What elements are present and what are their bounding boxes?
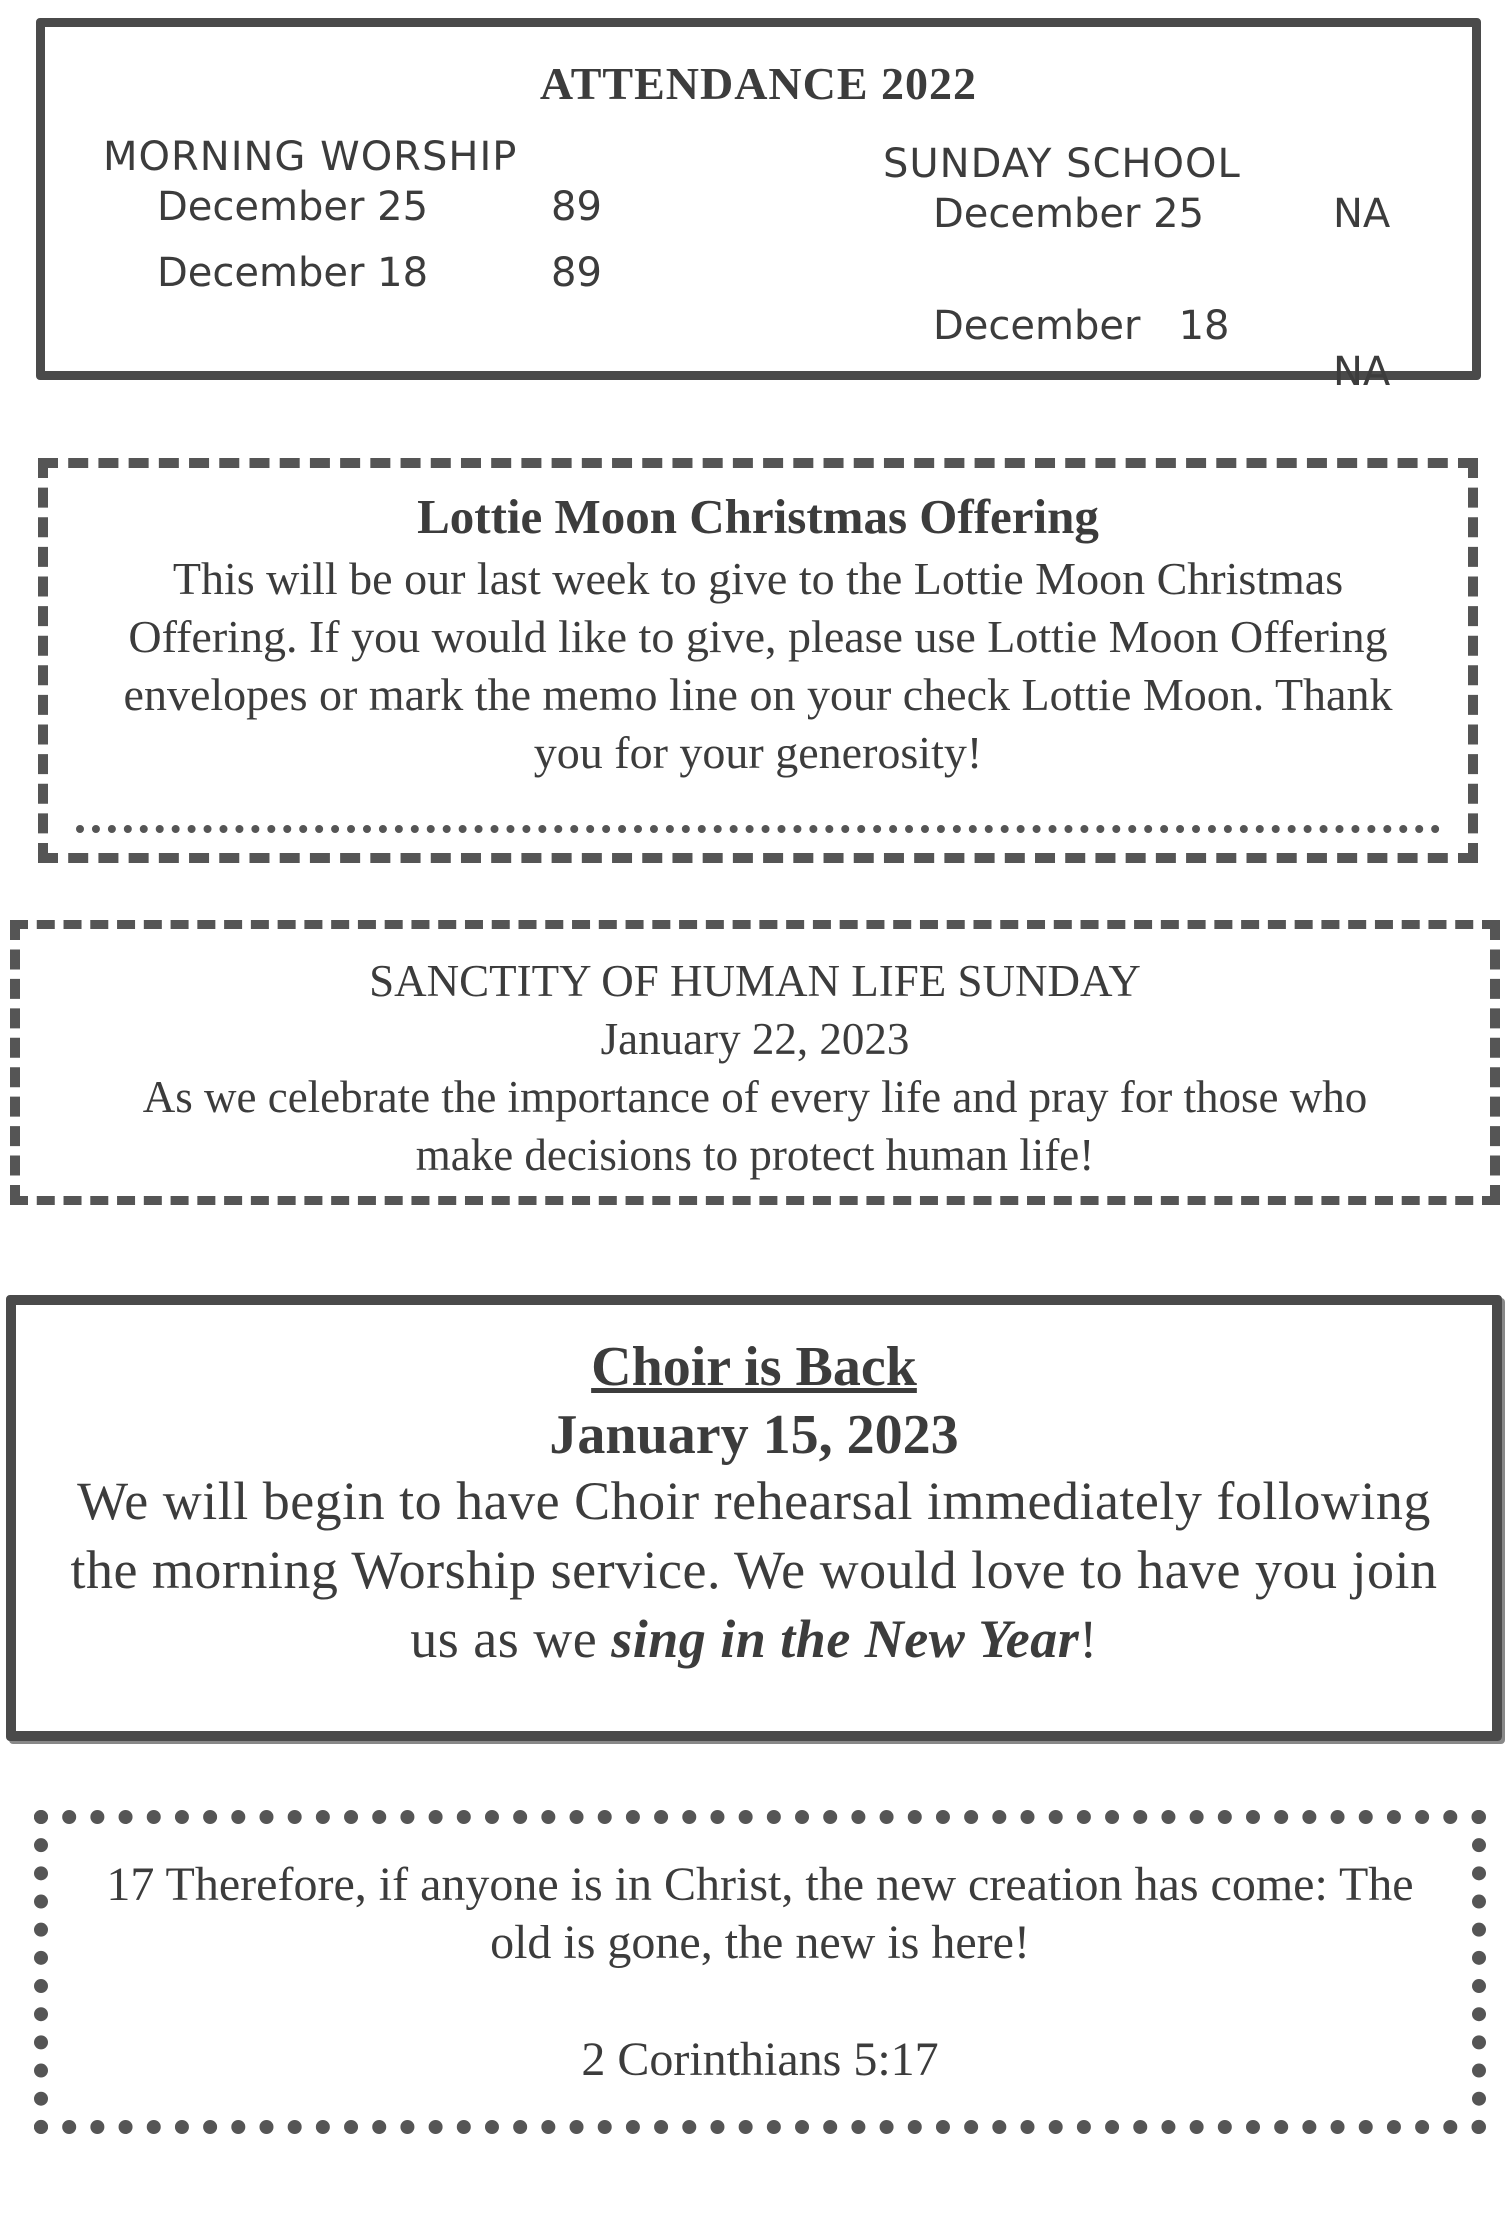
sanctity-title: SANCTITY OF HUMAN LIFE SUNDAY — [369, 956, 1141, 1006]
attendance-box — [36, 18, 1481, 395]
sunday-school-row — [933, 257, 1413, 441]
choir-body-text: We will begin to have Choir rehearsal immediately following the morning Worship service. We would love to have you join us as we — [70, 1471, 1438, 1669]
row-date: December 25 — [157, 184, 429, 230]
row-value: 89 — [551, 250, 602, 296]
choir-body — [56, 1467, 1452, 1674]
sanctity-body-line: As we celebrate the importance of every life and pray for those who — [142, 1072, 1368, 1122]
verse-text: 17 Therefore, if anyone is in Christ, the new creation has come: The old is gone, the new is here! — [106, 1858, 1414, 1969]
row-date: December 18 — [157, 250, 429, 296]
sanctity-body-line: make decisions to protect human life! — [415, 1130, 1095, 1180]
choir-date: January 15, 2023 — [549, 1404, 959, 1466]
morning-worship-section — [103, 134, 703, 296]
verse-box — [34, 1810, 1486, 2134]
sunday-school-heading: SUNDAY SCHOOL — [883, 141, 1241, 187]
row-date: December 25 — [933, 191, 1205, 237]
row-value: 89 — [551, 184, 602, 230]
sanctity-date: January 22, 2023 — [600, 1014, 910, 1064]
dotted-divider — [76, 825, 1440, 833]
lottie-moon-title: Lottie Moon Christmas Offering — [417, 489, 1099, 544]
lottie-moon-box — [38, 458, 1478, 863]
row-date: December 18 — [933, 303, 1230, 349]
row-value: NA — [1333, 349, 1391, 395]
choir-body-end: ! — [1079, 1609, 1098, 1669]
choir-body-emphasis: sing in the New Year — [611, 1609, 1080, 1669]
lottie-moon-body: This will be our last week to give to the Lottie Moon Christmas Offering. If you would like to give, please use Lottie Moon Offering envelopes or mark the memo line on your check Lottie Moon. Thank you for your generosity! — [123, 553, 1393, 778]
sanctity-box — [10, 920, 1500, 1205]
attendance-title: ATTENDANCE 2022 — [539, 58, 978, 109]
choir-box — [6, 1295, 1502, 1741]
choir-title: Choir is Back — [591, 1336, 917, 1398]
verse-reference: 2 Corinthians 5:17 — [581, 2033, 939, 2086]
morning-worship-heading: MORNING WORSHIP — [103, 134, 518, 180]
row-value: NA — [1333, 191, 1391, 237]
sunday-school-section — [883, 141, 1483, 395]
